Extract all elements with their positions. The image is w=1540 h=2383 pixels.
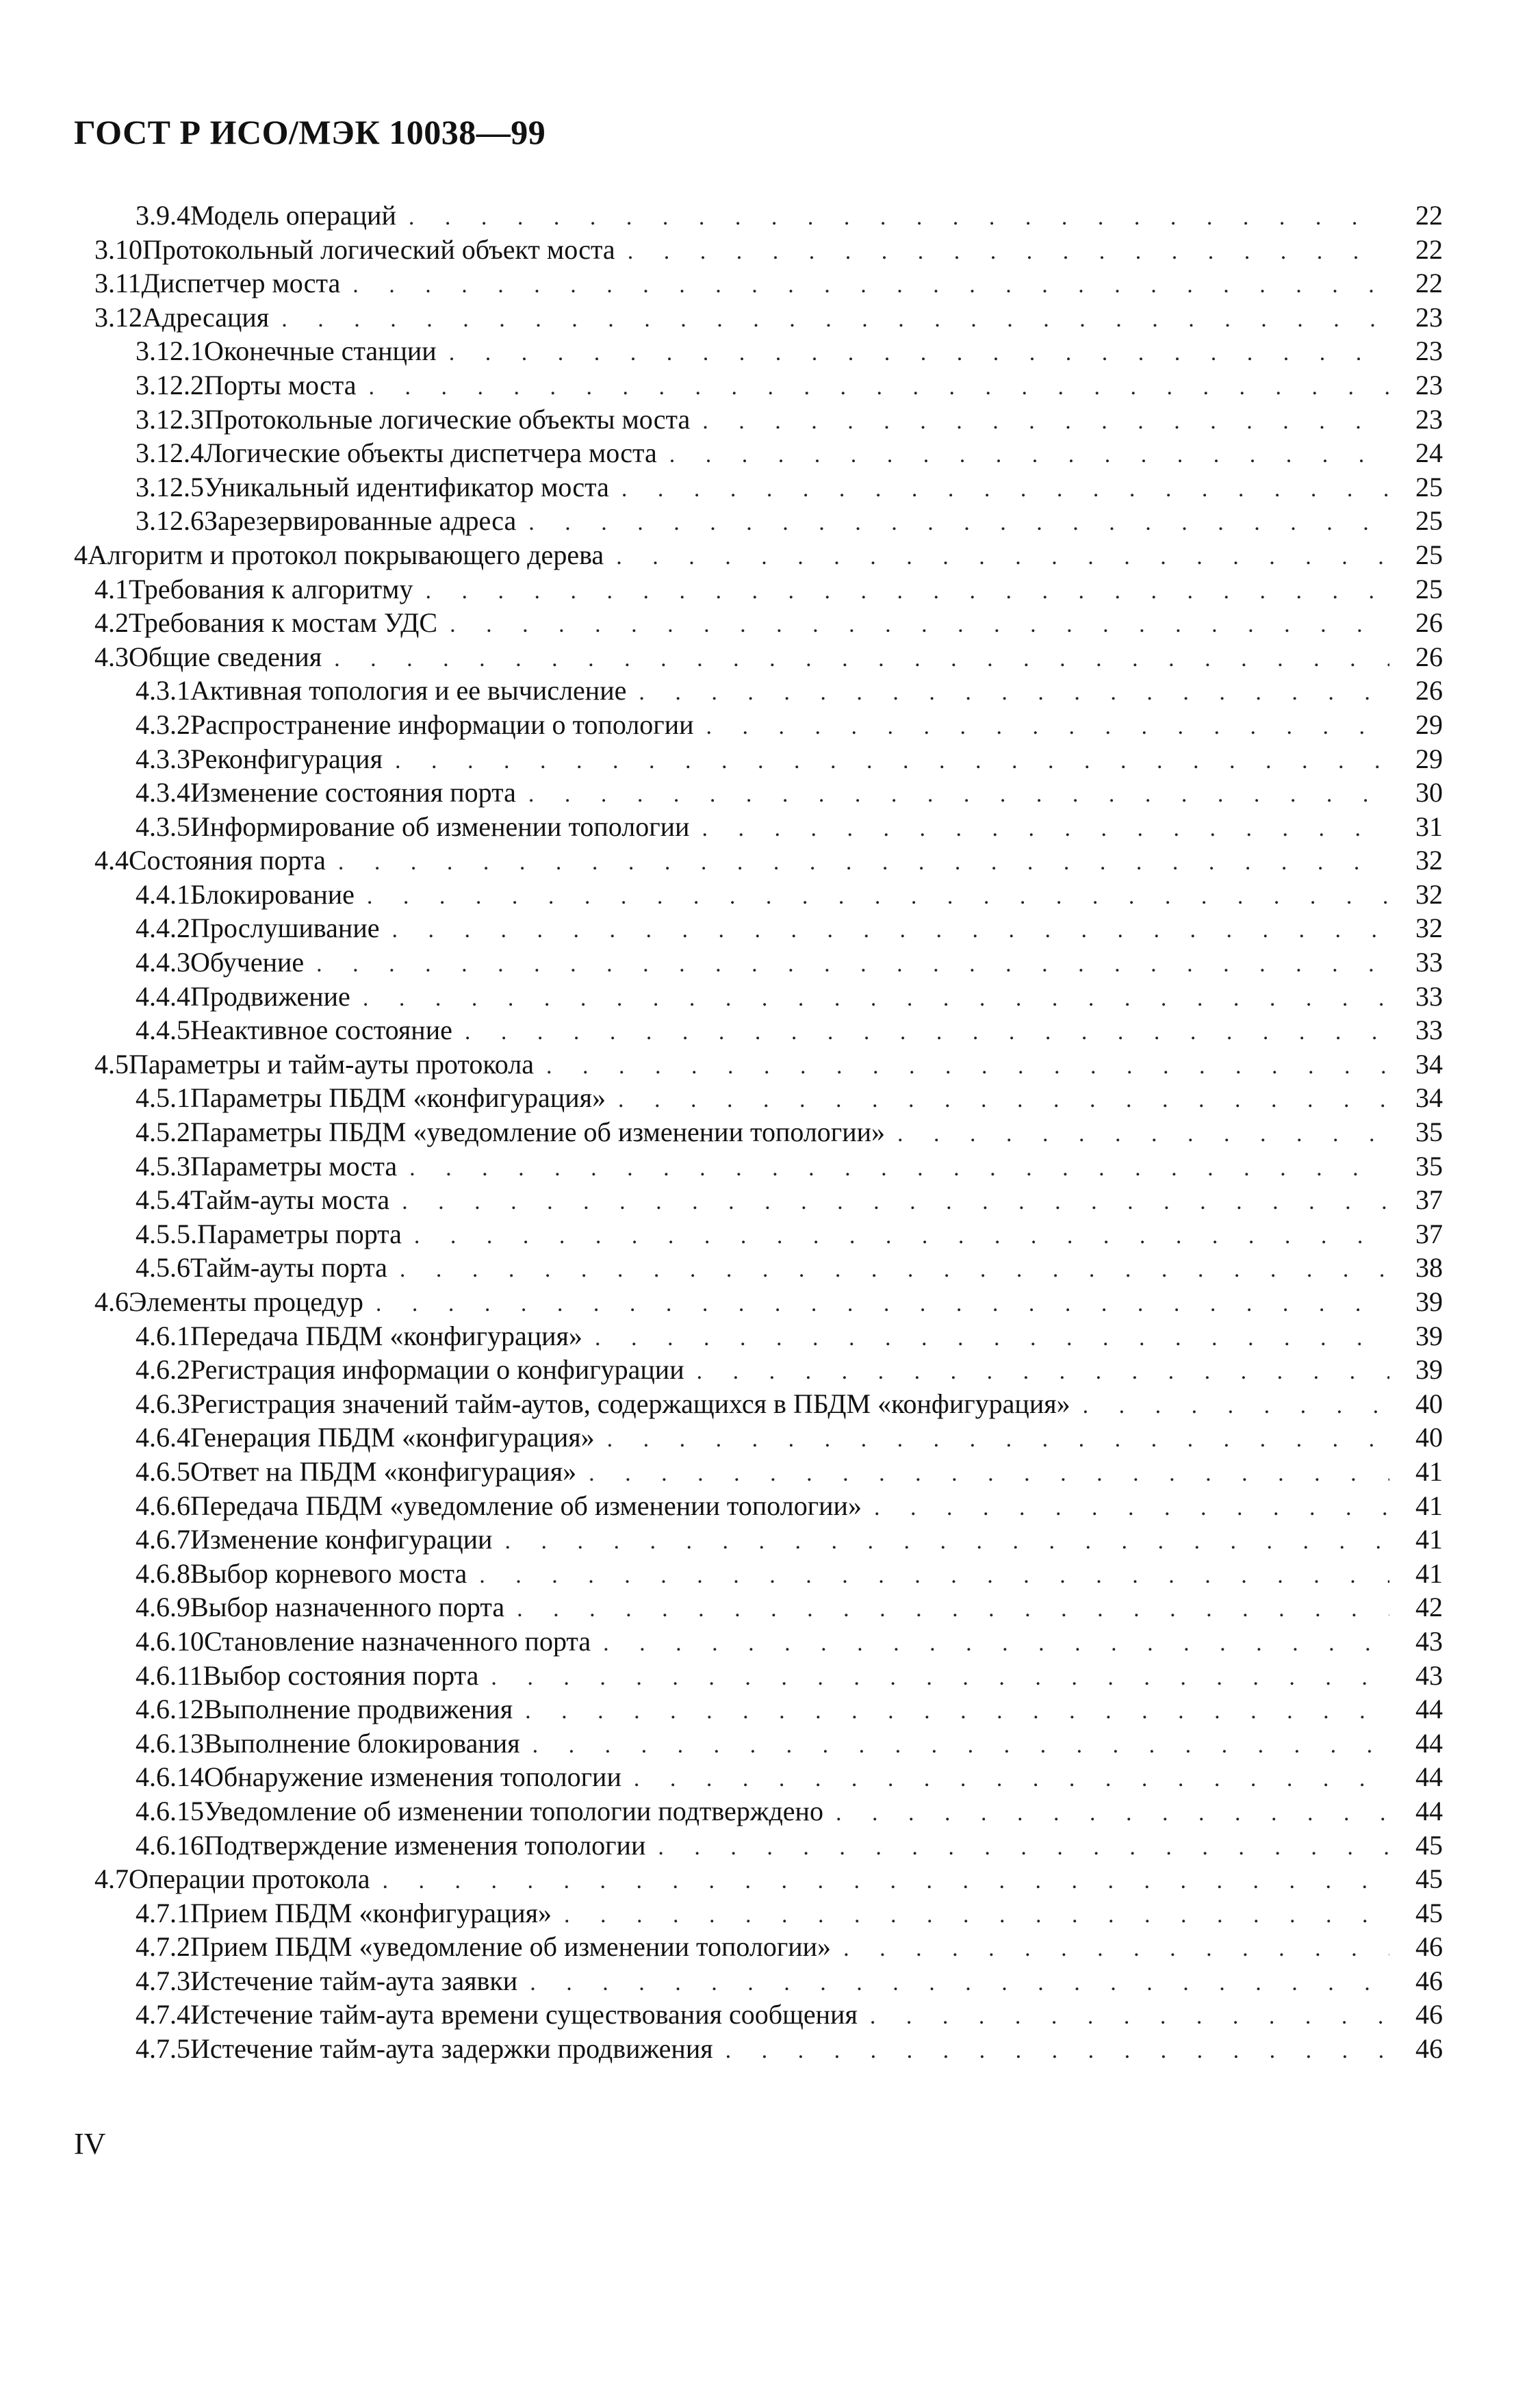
toc-entry-title: Передача ПБДМ «конфигурация» <box>190 1320 582 1351</box>
toc-dot-leader <box>639 676 1389 710</box>
toc-entry <box>74 1489 1443 1523</box>
toc-entry-number: 4.7.4 <box>136 1999 190 2030</box>
toc-entry <box>74 640 1443 674</box>
toc-entry <box>74 1285 1443 1319</box>
toc-entry-number: 4.6.3 <box>136 1388 190 1419</box>
toc-entry-page: 39 <box>1415 1354 1443 1386</box>
toc-dot-leader <box>870 2000 1389 2034</box>
toc-dot-leader <box>564 1898 1389 1933</box>
toc-entry <box>74 199 1443 233</box>
toc-dot-leader <box>449 336 1389 370</box>
toc-entry-page: 40 <box>1415 1388 1443 1419</box>
toc-entry-number: 4.6 <box>94 1286 129 1317</box>
toc-entry-page: 26 <box>1415 607 1443 639</box>
toc-entry-number: 4.7 <box>94 1863 129 1895</box>
document-header-title: ГОСТ Р ИСО/МЭК 10038—99 <box>74 113 546 151</box>
toc-entry-number: 4.4.1 <box>136 878 190 910</box>
toc-entry-page: 26 <box>1415 675 1443 706</box>
toc-entry-number: 3.12 <box>94 301 142 333</box>
toc-entry-title: Обнаружение изменения топологии <box>204 1761 621 1793</box>
toc-dot-leader <box>618 1083 1389 1117</box>
toc-entry-title: Изменение состояния порта <box>190 777 516 808</box>
toc-entry-page: 44 <box>1415 1795 1443 1826</box>
toc-entry-page: 42 <box>1415 1592 1443 1623</box>
toc-entry-title: Подтверждение изменения топологии <box>204 1829 646 1861</box>
toc-entry <box>74 2032 1443 2066</box>
toc-entry-number: 4.2 <box>94 607 129 639</box>
toc-entry <box>74 1828 1443 1863</box>
toc-dot-leader <box>616 540 1389 574</box>
toc-entry <box>74 1659 1443 1693</box>
toc-entry-title: Выбор состояния порта <box>203 1659 479 1691</box>
toc-entry-page: 43 <box>1415 1625 1443 1657</box>
toc-entry <box>74 843 1443 878</box>
toc-entry-title: Зарезервированные адреса <box>204 505 517 537</box>
toc-entry-page: 31 <box>1415 811 1443 842</box>
toc-dot-leader <box>395 744 1389 778</box>
toc-entry-title: Прием ПБДМ «конфигурация» <box>190 1897 552 1928</box>
toc-entry <box>74 1013 1443 1047</box>
toc-entry-page: 33 <box>1415 947 1443 978</box>
toc-entry-number: 4.3.5 <box>136 811 190 842</box>
toc-entry-page: 23 <box>1415 403 1443 435</box>
toc-dot-leader <box>425 574 1389 609</box>
toc-dot-leader <box>702 812 1389 846</box>
toc-entry-number: 3.12.3 <box>136 403 204 435</box>
toc-dot-leader <box>595 1321 1389 1355</box>
toc-dot-leader <box>843 1932 1389 1966</box>
toc-entry <box>74 1760 1443 1794</box>
toc-entry <box>74 1353 1443 1387</box>
toc-entry-number: 4.7.3 <box>136 1965 190 1996</box>
toc-dot-leader <box>528 778 1389 812</box>
toc-entry-number: 4.1 <box>94 573 129 604</box>
toc-entry <box>74 1522 1443 1557</box>
toc-entry-number: 4.6.5 <box>136 1455 190 1487</box>
toc-dot-leader <box>402 1185 1389 1219</box>
toc-entry-title: Прием ПБДМ «уведомление об изменении топологии» <box>190 1931 832 1963</box>
toc-entry <box>74 266 1443 301</box>
toc-entry <box>74 1455 1443 1489</box>
toc-dot-leader <box>628 235 1389 269</box>
toc-entry-number: 4.5.1 <box>136 1082 190 1114</box>
toc-entry <box>74 1047 1443 1082</box>
toc-entry-page: 23 <box>1415 369 1443 400</box>
toc-entry-number: 4.6.11 <box>136 1659 203 1691</box>
toc-entry <box>74 945 1443 980</box>
toc-entry <box>74 674 1443 708</box>
toc-entry-title: Изменение конфигурации <box>190 1524 493 1555</box>
toc-entry-title: Тайм-ауты порта <box>190 1252 387 1284</box>
toc-entry-number: 4.3.1 <box>136 675 190 706</box>
toc-entry <box>74 606 1443 640</box>
toc-entry-title: Состояния порта <box>129 845 326 876</box>
toc-entry-number: 4.6.1 <box>136 1320 190 1351</box>
toc-entry-number: 4.4 <box>94 845 129 876</box>
toc-entry <box>74 1896 1443 1930</box>
toc-entry-page: 46 <box>1415 1999 1443 2030</box>
toc-entry-page: 44 <box>1415 1694 1443 1725</box>
toc-entry-number: 3.12.1 <box>136 335 204 367</box>
toc-entry-number: 4.5.6 <box>136 1252 190 1284</box>
toc-entry-number: 4.6.8 <box>136 1557 190 1589</box>
toc-entry-page: 41 <box>1415 1490 1443 1521</box>
toc-dot-leader <box>603 1627 1389 1661</box>
toc-entry-number: 4.4.3 <box>136 947 190 978</box>
toc-dot-leader <box>504 1525 1389 1559</box>
toc-entry-title: Уведомление об изменении топологии подтверждено <box>204 1795 823 1826</box>
toc-entry <box>74 1081 1443 1115</box>
toc-entry <box>74 1862 1443 1896</box>
toc-entry-title: Прослушивание <box>190 913 380 944</box>
toc-entry-title: Элементы процедур <box>129 1286 363 1317</box>
toc-entry <box>74 1964 1443 1998</box>
toc-entry-page: 33 <box>1415 980 1443 1012</box>
toc-dot-leader <box>726 2034 1389 2068</box>
toc-entry-page: 25 <box>1415 471 1443 502</box>
toc-entry-number: 3.11 <box>94 268 142 299</box>
toc-entry-number: 4.6.7 <box>136 1524 190 1555</box>
toc-entry-number: 4 <box>74 539 88 570</box>
toc-entry <box>74 301 1443 335</box>
toc-dot-leader <box>621 472 1389 507</box>
toc-entry-page: 22 <box>1415 233 1443 265</box>
toc-entry-number: 4.6.6 <box>136 1490 190 1521</box>
toc-dot-leader <box>409 1151 1389 1186</box>
toc-entry <box>74 403 1443 437</box>
toc-entry-number: 4.3.3 <box>136 743 190 774</box>
toc-entry-title: Операции протокола <box>129 1863 370 1895</box>
toc-entry-title: Параметры моста <box>190 1150 398 1182</box>
toc-entry-title: Неактивное состояние <box>190 1015 452 1046</box>
page-number: IV <box>74 2127 106 2161</box>
toc-entry-title: Параметры ПБДМ «конфигурация» <box>190 1082 606 1114</box>
toc-entry-title: Регистрация информации о конфигурации <box>190 1354 684 1386</box>
toc-entry <box>74 1420 1443 1455</box>
toc-entry-page: 41 <box>1415 1524 1443 1555</box>
toc-entry-title: Истечение тайм-аута времени существования сообщения <box>190 1999 858 2030</box>
toc-entry <box>74 368 1443 403</box>
toc-dot-leader <box>392 913 1389 947</box>
toc-entry-page: 30 <box>1415 777 1443 808</box>
toc-entry <box>74 1115 1443 1149</box>
toc-dot-leader <box>479 1559 1389 1593</box>
toc-entry-title: Общие сведения <box>129 641 322 672</box>
toc-entry-title: Истечение тайм-аута задержки продвижения <box>190 2033 713 2065</box>
toc-dot-leader <box>589 1457 1389 1491</box>
toc-entry-number: 4.4.2 <box>136 913 190 944</box>
toc-entry-page: 23 <box>1415 335 1443 367</box>
toc-entry-number: 4.6.12 <box>136 1694 204 1725</box>
toc-dot-leader <box>836 1796 1389 1831</box>
toc-entry-title: Ответ на ПБДМ «конфигурация» <box>190 1455 577 1487</box>
toc-entry-page: 41 <box>1415 1557 1443 1589</box>
toc-entry-page: 39 <box>1415 1286 1443 1317</box>
toc-entry <box>74 878 1443 912</box>
toc-entry-title: Параметры и тайм-ауты протокола <box>129 1048 534 1080</box>
toc-entry-number: 4.4.4 <box>136 980 190 1012</box>
toc-entry-title: Алгоритм и протокол покрывающего дерева <box>88 539 604 570</box>
toc-dot-leader <box>316 947 1389 982</box>
toc-entry-number: 4.6.2 <box>136 1354 190 1386</box>
toc-entry-title: Обучение <box>190 947 305 978</box>
toc-dot-leader <box>1083 1389 1389 1423</box>
toc-entry-title: Требования к мостам УДС <box>129 607 438 639</box>
toc-entry <box>74 911 1443 945</box>
toc-entry-number: 3.12.6 <box>136 505 204 537</box>
toc-entry-title: Модель операций <box>190 200 396 231</box>
toc-entry-page: 32 <box>1415 878 1443 910</box>
toc-entry-number: 4.6.9 <box>136 1592 190 1623</box>
toc-entry-page: 22 <box>1415 268 1443 299</box>
toc-entry-page: 45 <box>1415 1863 1443 1895</box>
toc-entry-page: 26 <box>1415 641 1443 672</box>
toc-entry-title: Информирование об изменении топологии <box>190 811 690 842</box>
toc-entry-number: 4.5.3 <box>136 1150 190 1182</box>
toc-entry-title: Параметры порта <box>197 1218 402 1249</box>
toc-dot-leader <box>607 1423 1389 1457</box>
toc-entry-title: Реконфигурация <box>190 743 383 774</box>
toc-entry-page: 40 <box>1415 1422 1443 1453</box>
toc-entry-page: 45 <box>1415 1829 1443 1861</box>
toc-dot-leader <box>465 1015 1389 1049</box>
toc-entry <box>74 1998 1443 2032</box>
toc-entry <box>74 1930 1443 1964</box>
toc-entry-page: 29 <box>1415 709 1443 740</box>
toc-entry-page: 35 <box>1415 1150 1443 1182</box>
toc-entry-title: Протокольный логический объект моста <box>142 233 615 265</box>
toc-entry-title: Блокирование <box>190 878 355 910</box>
toc-entry-title: Диспетчер моста <box>141 268 341 299</box>
toc-entry-page: 38 <box>1415 1252 1443 1284</box>
toc-entry-title: Становление назначенного порта <box>204 1625 591 1657</box>
toc-entry <box>74 572 1443 607</box>
toc-entry-page: 32 <box>1415 845 1443 876</box>
toc-dot-leader <box>334 642 1389 676</box>
toc-dot-leader <box>281 303 1389 337</box>
toc-entry-title: Логические объекты диспетчера моста <box>204 437 657 469</box>
toc-dot-leader <box>338 845 1389 880</box>
toc-entry <box>74 1149 1443 1184</box>
toc-dot-leader <box>546 1049 1389 1084</box>
toc-entry-title: Протокольные логические объекты моста <box>204 403 691 435</box>
toc-entry <box>74 1251 1443 1285</box>
toc-dot-leader <box>369 370 1390 405</box>
toc-dot-leader <box>532 1729 1389 1763</box>
toc-entry-page: 25 <box>1415 539 1443 570</box>
toc-dot-leader <box>517 1592 1389 1627</box>
toc-entry <box>74 1319 1443 1353</box>
toc-dot-leader <box>702 405 1389 439</box>
toc-entry <box>74 470 1443 505</box>
toc-entry-page: 37 <box>1415 1184 1443 1216</box>
toc-entry-page: 22 <box>1415 200 1443 231</box>
toc-entry-page: 44 <box>1415 1761 1443 1793</box>
toc-entry-title: Регистрация значений тайм-аутов, содержащихся в ПБДМ «конфигурация» <box>190 1388 1070 1419</box>
toc-entry-title: Активная топология и ее вычисление <box>190 675 627 706</box>
toc-entry-title: Генерация ПБДМ «конфигурация» <box>190 1422 595 1453</box>
toc-dot-leader <box>897 1117 1389 1151</box>
toc-dot-leader <box>658 1831 1389 1865</box>
toc-entry-number: 4.6.15 <box>136 1795 204 1826</box>
toc-entry-page: 34 <box>1415 1048 1443 1080</box>
toc-entry <box>74 1726 1443 1761</box>
toc-entry-number: 4.6.4 <box>136 1422 190 1453</box>
toc-dot-leader <box>530 1966 1389 2000</box>
toc-dot-leader <box>376 1287 1389 1321</box>
toc-entry <box>74 436 1443 470</box>
toc-entry-number: 4.6.14 <box>136 1761 204 1793</box>
toc-entry-title: Выполнение продвижения <box>204 1694 513 1725</box>
toc-entry-number: 4.6.13 <box>136 1727 204 1759</box>
toc-dot-leader <box>409 201 1389 235</box>
toc-entry-page: 23 <box>1415 301 1443 333</box>
toc-entry-title: Параметры ПБДМ «уведомление об изменении топологии» <box>190 1117 885 1148</box>
toc-entry <box>74 504 1443 538</box>
toc-entry-page: 43 <box>1415 1659 1443 1691</box>
toc-entry-number: 4.7.5 <box>136 2033 190 2065</box>
toc-dot-leader <box>491 1661 1389 1695</box>
toc-entry-number: 4.6.16 <box>136 1829 204 1861</box>
toc-entry-number: 3.12.5 <box>136 471 204 502</box>
toc-entry <box>74 742 1443 776</box>
toc-dot-leader <box>525 1694 1389 1729</box>
toc-entry-number: 3.10 <box>94 233 142 265</box>
toc-entry-title: Уникальный идентификатор моста <box>204 471 609 502</box>
toc-entry-title: Выбор назначенного порта <box>190 1592 505 1623</box>
toc-entry <box>74 233 1443 267</box>
toc-entry-title: Распространение информации о топологии <box>190 709 694 740</box>
toc-dot-leader <box>363 982 1389 1016</box>
toc-entry-number: 3.12.4 <box>136 437 204 469</box>
toc-entry <box>74 1794 1443 1828</box>
toc-entry-page: 44 <box>1415 1727 1443 1759</box>
toc-entry <box>74 776 1443 810</box>
toc-dot-leader <box>874 1491 1389 1525</box>
toc-entry-title: Выполнение блокирования <box>204 1727 520 1759</box>
toc-entry-number: 4.3.2 <box>136 709 190 740</box>
toc-entry-number: 4.5.2 <box>136 1117 190 1148</box>
toc-dot-leader <box>400 1253 1389 1287</box>
toc-entry <box>74 980 1443 1014</box>
toc-entry <box>74 810 1443 844</box>
toc-entry-page: 34 <box>1415 1082 1443 1114</box>
toc-entry-page: 32 <box>1415 913 1443 944</box>
toc-entry-number: 4.7.2 <box>136 1931 190 1963</box>
toc-entry-title: Требования к алгоритму <box>129 573 413 604</box>
toc-entry <box>74 538 1443 572</box>
toc-entry-title: Передача ПБДМ «уведомление об изменении топологии» <box>190 1490 862 1521</box>
toc-entry <box>74 1557 1443 1591</box>
toc-entry-number: 4.4.5 <box>136 1015 190 1046</box>
toc-entry <box>74 1387 1443 1421</box>
toc-entry-number: 4.6.10 <box>136 1625 204 1657</box>
toc-entry-title: Тайм-ауты моста <box>190 1184 390 1216</box>
toc-entry <box>74 708 1443 742</box>
toc-entry-number: 4.3 <box>94 641 129 672</box>
toc-entry-page: 46 <box>1415 1965 1443 1996</box>
toc-entry-number: 3.9.4 <box>136 200 190 231</box>
toc-dot-leader <box>634 1762 1389 1796</box>
toc-dot-leader <box>669 438 1389 472</box>
toc-entry-title: Порты моста <box>204 369 357 400</box>
toc-entry <box>74 1590 1443 1624</box>
toc-entry <box>74 1624 1443 1659</box>
toc-entry-title: Адресация <box>142 301 270 333</box>
toc-entry-number: 3.12.2 <box>136 369 204 400</box>
table-of-contents <box>74 199 1443 2066</box>
toc-entry-number: 4.5.5. <box>136 1218 197 1249</box>
toc-entry-page: 25 <box>1415 573 1443 604</box>
toc-dot-leader <box>367 880 1389 914</box>
toc-dot-leader <box>352 268 1389 303</box>
toc-entry-page: 39 <box>1415 1320 1443 1351</box>
toc-entry <box>74 1692 1443 1726</box>
toc-entry-number: 4.7.1 <box>136 1897 190 1928</box>
toc-entry-page: 37 <box>1415 1218 1443 1249</box>
toc-dot-leader <box>697 1355 1389 1389</box>
toc-dot-leader <box>382 1864 1389 1898</box>
toc-entry-title: Выбор корневого моста <box>190 1557 467 1589</box>
toc-entry-number: 4.3.4 <box>136 777 190 808</box>
toc-entry-page: 25 <box>1415 505 1443 537</box>
toc-dot-leader <box>450 608 1389 642</box>
toc-entry-title: Оконечные станции <box>204 335 437 367</box>
toc-entry-page: 24 <box>1415 437 1443 469</box>
toc-entry <box>74 1183 1443 1217</box>
toc-entry-page: 41 <box>1415 1455 1443 1487</box>
toc-dot-leader <box>706 710 1389 744</box>
toc-entry-page: 45 <box>1415 1897 1443 1928</box>
toc-entry-page: 46 <box>1415 1931 1443 1963</box>
toc-entry-page: 33 <box>1415 1015 1443 1046</box>
toc-dot-leader <box>528 506 1389 540</box>
toc-entry <box>74 1217 1443 1251</box>
toc-entry-page: 29 <box>1415 743 1443 774</box>
toc-entry-page: 35 <box>1415 1117 1443 1148</box>
toc-dot-leader <box>414 1219 1389 1253</box>
toc-entry <box>74 334 1443 368</box>
toc-entry-title: Продвижение <box>190 980 350 1012</box>
toc-entry-number: 4.5.4 <box>136 1184 190 1216</box>
toc-entry-page: 46 <box>1415 2033 1443 2065</box>
toc-entry-number: 4.5 <box>94 1048 129 1080</box>
toc-entry-title: Истечение тайм-аута заявки <box>190 1965 518 1996</box>
